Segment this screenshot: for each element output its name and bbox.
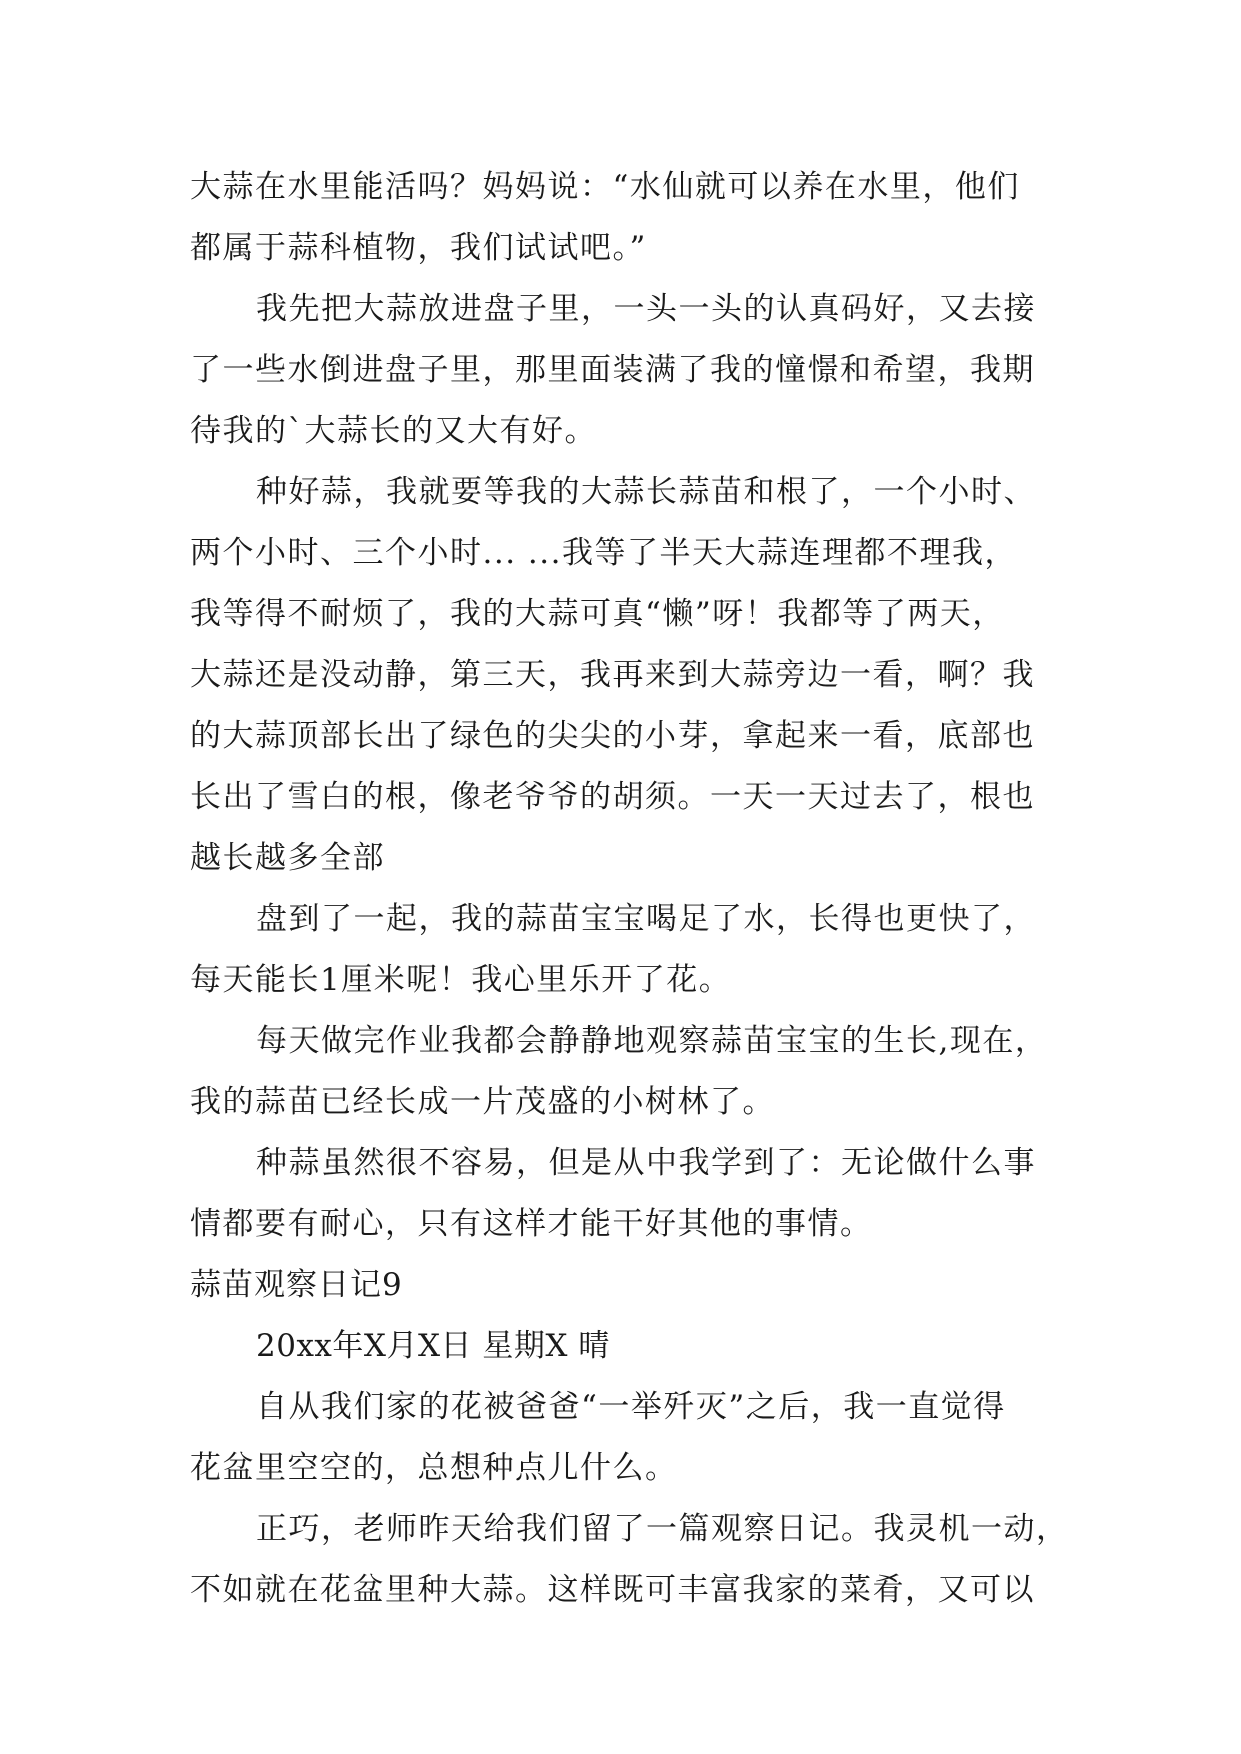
section-heading: 蒜苗观察日记9: [190, 1267, 403, 1303]
text-line: 我的蒜苗已经长成一片茂盛的小树林了。: [190, 1084, 775, 1120]
date-line: 20xx年X月X日 星期X 晴: [256, 1328, 610, 1364]
text-line: 大蒜在水里能活吗？妈妈说：“水仙就可以养在水里，他们: [190, 169, 1020, 205]
text-line: 花盆里空空的，总想种点儿什么。: [190, 1450, 678, 1486]
text-line: 不如就在花盆里种大蒜。这样既可丰富我家的菜肴，又可以: [190, 1572, 1035, 1608]
paragraph-start-line: 种蒜虽然很不容易，但是从中我学到了：无论做什么事: [256, 1145, 1036, 1181]
text-line: 待我的`大蒜长的又大有好。: [190, 413, 597, 449]
text-line: 了一些水倒进盘子里，那里面装满了我的憧憬和希望，我期: [190, 352, 1035, 388]
paragraph-start-line: 自从我们家的花被爸爸“一举歼灭”之后，我一直觉得: [256, 1389, 1006, 1425]
paragraph-start-line: 每天做完作业我都会静静地观察蒜苗宝宝的生长,现在，: [256, 1023, 1048, 1059]
text-line: 的大蒜顶部长出了绿色的尖尖的小芽，拿起来一看，底部也: [190, 718, 1035, 754]
text-line: 两个小时、三个小时... ...我等了半天大蒜连理都不理我，: [190, 535, 1017, 571]
paragraph-start-line: 正巧，老师昨天给我们留了一篇观察日记。我灵机一动，: [256, 1511, 1069, 1547]
text-line: 大蒜还是没动静，第三天，我再来到大蒜旁边一看，啊？我: [190, 657, 1035, 693]
paragraph-start-line: 盘到了一起，我的蒜苗宝宝喝足了水，长得也更快了，: [256, 901, 1036, 937]
paragraph-start-line: 我先把大蒜放进盘子里，一头一头的认真码好，又去接: [256, 291, 1036, 327]
text-line: 越长越多全部: [190, 840, 385, 876]
text-line: 每天能长1厘米呢！我心里乐开了花。: [190, 962, 732, 998]
text-line: 都属于蒜科植物，我们试试吧。”: [190, 230, 647, 266]
text-line: 我等得不耐烦了，我的大蒜可真“懒”呀！我都等了两天，: [190, 596, 1005, 632]
text-line: 长出了雪白的根，像老爷爷的胡须。一天一天过去了，根也: [190, 779, 1035, 815]
document-body: [190, 157, 1069, 1621]
paragraph-start-line: 种好蒜，我就要等我的大蒜长蒜苗和根了，一个小时、: [256, 474, 1036, 510]
text-line: 情都要有耐心，只有这样才能干好其他的事情。: [190, 1206, 873, 1242]
